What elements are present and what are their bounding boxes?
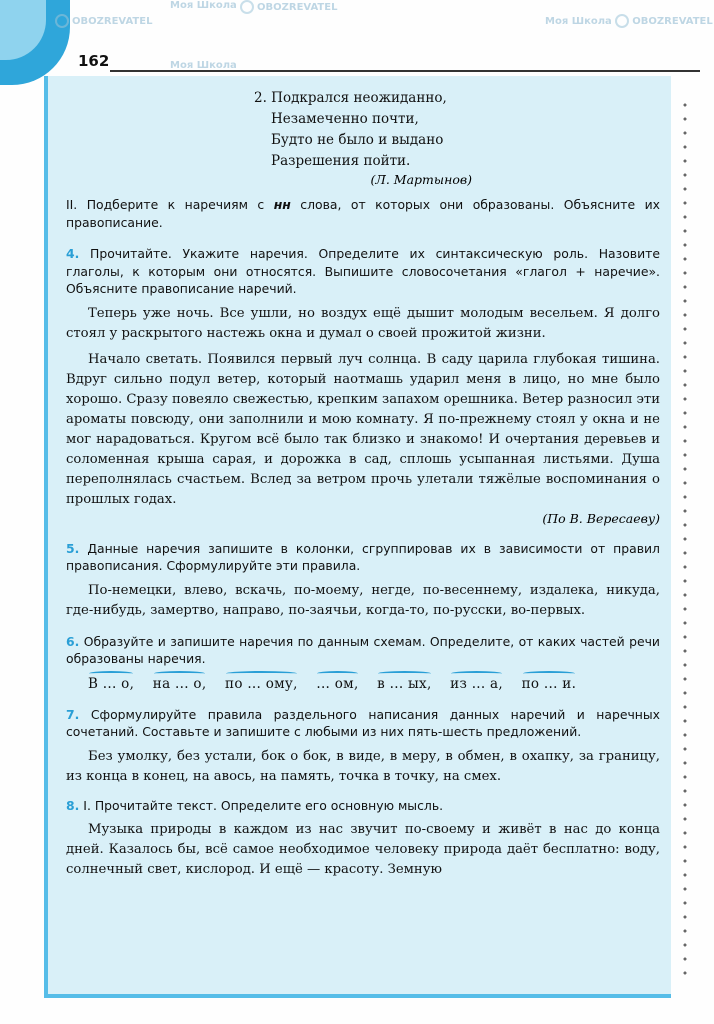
paragraph: Теперь уже ночь. Все ушли, но воздух ещё дышит молодым весельем. Я долго стоял у раскрытого настежь окна и думал о своей прожитой жизни. [66, 305, 660, 341]
task-number: 6. [66, 633, 80, 649]
corner-decoration [0, 0, 70, 85]
task-number: 5. [66, 540, 80, 556]
task-text: Прочитайте. Укажите наречия. Определите их синтаксическую роль. Назовите глаголы, к которым они относятся. Выпишите словосочетания «глагол + наречие». Объясните правописание наречий. [66, 246, 660, 296]
scheme: по ... ому, [225, 675, 298, 692]
poem-line: Разрешения пойти. [271, 153, 411, 169]
task-2: II. Подберите к наречиям с нн слова, от которых они образованы. Объясните их правописание. [66, 197, 660, 230]
task-text: Сформулируйте правила раздельного написания данных наречий и наречных сочетаний. Составьте и запишите с любыми из них пять-шесть предложений. [66, 706, 660, 739]
poem [254, 88, 660, 172]
page-content [66, 88, 660, 880]
watermark-logo-icon [240, 0, 254, 14]
poem-author: (Л. Мартынов) [370, 172, 472, 187]
watermark-logo-icon [615, 14, 629, 28]
task-7 [66, 706, 660, 741]
word-list: По-немецки, влево, вскачь, по-моему, негде, по-весеннему, издалека, никуда, где-нибудь, замертво, направо, по-заячьи, когда-то, по-русски, во-первых. [66, 582, 660, 618]
page-number: 162 [78, 52, 110, 70]
scheme: ... ом, [316, 675, 359, 692]
task-5 [66, 540, 660, 575]
word-schemes [66, 674, 660, 694]
watermark: Моя Школа [170, 0, 237, 11]
task-4 [66, 245, 660, 298]
scheme: из ... а, [450, 675, 503, 692]
task-number: 7. [66, 706, 80, 722]
watermark: Моя Школа OBOZREVATEL [545, 16, 713, 27]
watermark: Моя Школа [170, 60, 237, 71]
task-number: 4. [66, 246, 80, 261]
task-text: Образуйте и запишите наречия по данным схемам. Определите, от каких частей речи образованы наречия. [66, 633, 660, 666]
word-list: Без умолку, без устали, бок о бок, в виде, в меру, в обмен, в охапку, за границу, из конца в конец, на авось, на память, точка в точку, на смех. [66, 748, 660, 784]
poem-line: 2. Подкрался неожиданно, [254, 90, 447, 106]
task-6 [66, 633, 660, 668]
poem-line: Незамеченно почти, [271, 111, 419, 127]
watermark: OBOZREVATEL [240, 0, 337, 14]
scheme: на ... о, [152, 675, 207, 692]
text-author: (По В. Вересаеву) [542, 510, 660, 526]
scheme: В ... о, [88, 675, 135, 692]
task-8 [66, 797, 660, 815]
task-text: Данные наречия запишите в колонки, сгруппировав их в зависимости от правил правописания. Сформулируйте эти правила. [66, 540, 660, 573]
paragraph: Музыка природы в каждом из нас звучит по-своему и живёт в нас до конца дней. Казалось бы, всё самое необходимое человеку природа даёт бесплатно: воду, солнечный свет, кислород. И ещё — красоту. Земную [66, 822, 660, 877]
poem-line: Будто не было и выдано [271, 132, 444, 148]
dotted-border [682, 98, 688, 978]
scheme: в ... ых, [377, 675, 432, 692]
panel-bottom-border [44, 994, 671, 998]
paragraph: Начало светать. Появился первый луч солнца. В саду царила глубокая тишина. Вдруг сильно подул ветер, который наотмашь ударил меня в лицо, но мне было хорошо. Сразу повеяло свежестью, крепким запахом орешника. Ветер разносил эти ароматы повсюду, они заполнили и мою комнату. Я по-прежнему стоял у окна и не мог нарадоваться. Кругом всё было так близко и знакомо! И очертания деревьев и соломенная крыша сарая, и дорожка в сад, сплошь усыпанная листьями. Душа переполнялась счастьем. Вслед за ветром прочь улетали тяжёлые воспоминания о прошлых годах. [66, 351, 660, 507]
watermark: OBOZREVATEL [55, 14, 152, 28]
scheme: по ... и. [521, 675, 577, 692]
watermark-logo-icon [55, 14, 69, 28]
task-number: 8. [66, 797, 80, 813]
task-text: I. Прочитайте текст. Определите его основную мысль. [83, 797, 444, 813]
